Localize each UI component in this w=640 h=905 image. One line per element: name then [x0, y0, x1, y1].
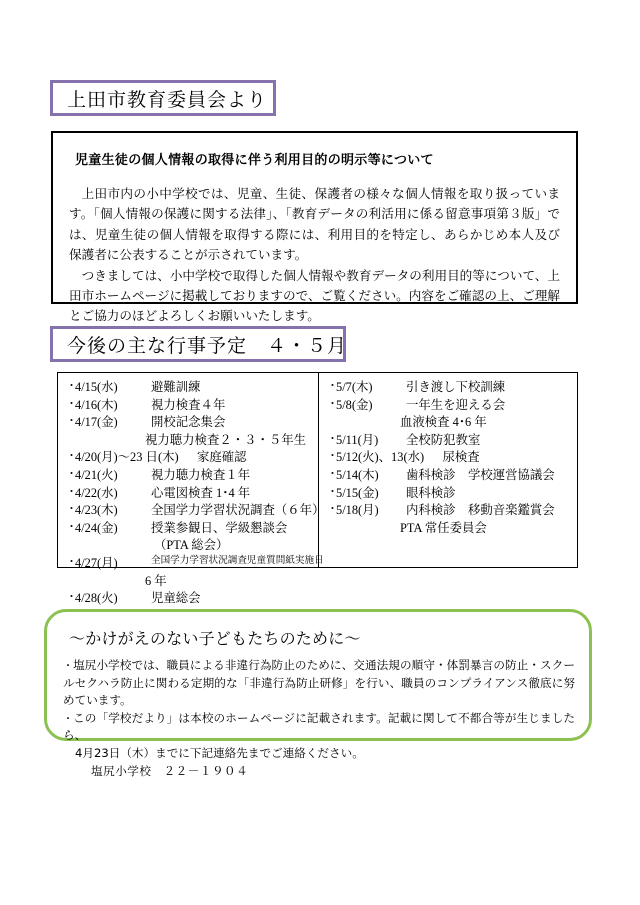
notice-box: [51, 131, 578, 324]
schedule-description: 全校防犯教室: [406, 432, 481, 447]
schedule-item: [66, 520, 314, 538]
message-item-2-line2: 4月23日（木）までに下記連絡先までご連絡ください。: [75, 746, 364, 761]
schedule-item: [327, 449, 573, 467]
message-box: [44, 609, 592, 778]
schedule-bullet: ・: [66, 450, 77, 463]
section-heading-kyoiku: [50, 80, 276, 116]
schedule-bullet: ・: [327, 380, 338, 392]
schedule-description: 家庭確認: [184, 450, 247, 465]
schedule-description-continued: （PTA 総会）: [154, 538, 229, 553]
schedule-item: [327, 485, 573, 503]
schedule-item: [66, 414, 314, 432]
schedule-description: 全国学力学習状況調査（６年）: [151, 503, 325, 518]
schedule-date: 5/14(木): [336, 468, 379, 483]
schedule-item: [66, 467, 314, 485]
schedule-item: [327, 397, 573, 415]
schedule-date: 5/8(金): [336, 397, 373, 412]
schedule-date: 5/15(金): [336, 485, 379, 500]
schedule-description: 一年生を迎える会: [406, 397, 506, 412]
schedule-description: 開校記念集会: [151, 415, 226, 430]
schedule-item: [327, 467, 573, 485]
schedule-description: 歯科検診 学校運営協議会: [406, 468, 555, 483]
schedule-bullet: ・: [327, 468, 338, 481]
schedule-date: 4/17(金): [75, 415, 118, 430]
schedule-date: 4/21(火): [75, 468, 118, 483]
schedule-item: [66, 449, 314, 467]
schedule-bullet: ・: [66, 520, 77, 533]
schedule-bullet: ・: [327, 450, 338, 463]
schedule-date: 4/27(月): [75, 556, 118, 571]
schedule-description-continued: 視力聴力検査２・３・５年生: [145, 432, 307, 447]
schedule-date: 4/23(木): [75, 503, 118, 518]
schedule-item: [66, 590, 314, 608]
schedule-date: 4/28(火): [75, 591, 118, 606]
schedule-date: 4/22(水): [75, 485, 118, 500]
schedule-bullet: ・: [327, 432, 338, 445]
schedule-item: [66, 555, 324, 573]
schedule-description: 児童総会: [151, 591, 201, 606]
schedule-bullet: ・: [66, 485, 77, 498]
schedule-description-continued: 血液検査 4･6 年: [400, 415, 487, 430]
schedule-bullet: ・: [66, 415, 77, 428]
schedule-bullet: ・: [327, 503, 338, 516]
schedule-description: 引き渡し下校訓練: [406, 380, 506, 394]
schedule-item: [327, 502, 573, 520]
schedule-item: [327, 379, 573, 397]
schedule-bullet: ・: [66, 591, 77, 604]
schedule-date: 5/11(月): [336, 432, 379, 447]
schedule-bullet: ・: [66, 468, 77, 481]
schedule-item: [66, 502, 325, 520]
schedule-description: 全国学力学習状況調査児童質問紙実施日: [151, 555, 324, 567]
schedule-bullet: ・: [327, 485, 338, 498]
schedule-item: [66, 397, 314, 415]
schedule-date: 5/12(火)、13(水): [336, 450, 425, 465]
schedule-description: 心電図検査 1･4 年: [151, 485, 251, 500]
notice-title: 児童生徒の個人情報の取得に伴う利用目的の明示等について: [75, 153, 434, 168]
message-item-1-text: 塩尻小学校では、職員による非違行為防止のために、交通法規の順守・体罰暴言の防止・スクールセクハラ防止に関わる定期的な「非違行為防止研修」を行い、職員のコンプライアンス徹底に努めています。: [63, 658, 576, 708]
schedule-description: 視力聴力検査１年: [151, 468, 251, 483]
schedule-item: [66, 485, 314, 503]
schedule-description: 内科検診 移動音楽鑑賞会: [406, 503, 555, 518]
section-heading-gyoji-label: 今後の主な行事予定 ４・５月: [67, 334, 348, 357]
schedule-date: 5/18(月): [336, 503, 379, 518]
schedule-table: [57, 372, 578, 606]
schedule-description: 尿検査: [430, 450, 480, 465]
schedule-bullet: ・: [66, 397, 77, 410]
message-item-2: [63, 710, 575, 745]
schedule-date: 5/7(木): [336, 380, 373, 394]
message-bullet-2: ・: [63, 713, 74, 725]
schedule-description: 眼科検診: [406, 485, 456, 500]
schedule-description-continued: 6 年: [145, 573, 167, 588]
schedule-description: 視力検査４年: [151, 397, 226, 412]
schedule-column-may: [319, 373, 577, 567]
message-bullet-1: ・: [63, 661, 74, 672]
notice-paragraph-2: つきましては、小中学校で取得した個人情報や教育データの利用目的等について、上田市ホームページに掲載しておりますので、ご覧ください。内容をご確認の上、ご理解とご協力のほどよろしくお願いいたします。: [69, 268, 560, 324]
schedule-description: 避難訓練: [151, 380, 201, 394]
schedule-column-april: [58, 373, 325, 606]
message-title: 〜かけがえのない子どもたちのために〜: [69, 629, 361, 648]
schedule-item: [327, 432, 573, 450]
schedule-bullet: ・: [66, 503, 77, 516]
schedule-bullet: ・: [66, 556, 77, 569]
message-item-1: [63, 657, 575, 710]
schedule-bullet: ・: [327, 397, 338, 410]
schedule-bullet: ・: [66, 380, 77, 392]
schedule-item: [66, 379, 314, 397]
school-contact: 塩尻小学校 ２２－１９０４: [91, 763, 249, 778]
section-heading-kyoiku-label: 上田市教育委員会より: [67, 88, 268, 111]
schedule-description: 授業参観日、学級懇談会: [151, 520, 288, 535]
section-heading-gyoji: [50, 326, 346, 362]
message-item-2-text: この「学校だより」は本校のホームページに記載されます。記載に関して不都合等が生じましたら、: [63, 710, 576, 743]
notice-paragraph-1: 上田市内の小中学校では、児童、生徒、保護者の様々な個人情報を取り扱っています。「個人情報の保護に関する法律」、「教育データの利活用に係る留意事項第３版」では、児童生徒の個人情報を取得する際には、利用目的を特定し、あらかじめ本人及び保護者に公表することが示されています。: [69, 187, 560, 263]
schedule-date: 4/15(水): [75, 380, 118, 394]
schedule-date: 4/20(月)〜23 日(木): [75, 450, 179, 465]
schedule-description-continued: PTA 常任委員会: [400, 520, 487, 535]
schedule-date: 4/16(木): [75, 397, 118, 412]
schedule-date: 4/24(金): [75, 520, 118, 535]
